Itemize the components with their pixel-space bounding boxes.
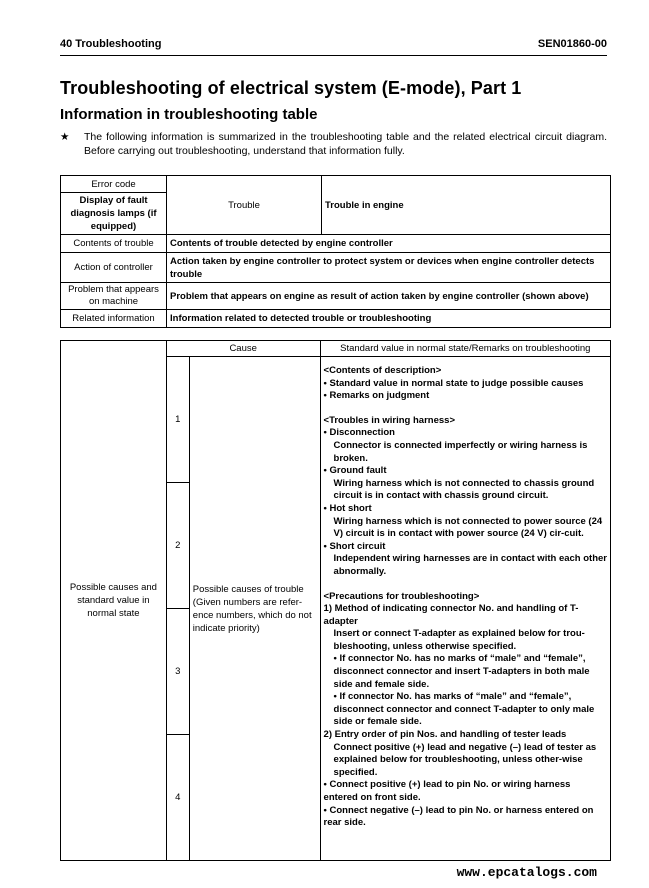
- error-code-label: Error code: [61, 176, 167, 193]
- desc-line: Insert or connect T-adapter as explained below for trou-bleshooting, unless otherwise specified.: [333, 628, 585, 652]
- problem-value: Problem that appears on engine as result of action taken by engine controller (shown above): [167, 283, 611, 310]
- cause-text: Possible causes of trouble (Given numbers are refer-ence numbers, which do not indicate priority): [189, 357, 320, 861]
- action-value: Action taken by engine controller to protect system or devices when engine controller detects trouble: [167, 253, 611, 283]
- desc-line: • Ground fault: [323, 465, 387, 477]
- desc-line: • Short circuit: [323, 540, 386, 552]
- desc-line: • Connect negative (–) lead to pin No. or harness entered on rear side.: [323, 804, 594, 829]
- cause-number: 1: [166, 357, 189, 483]
- desc-line: <Troubles in wiring harness>: [323, 414, 455, 426]
- desc-line: 1) Method of indicating connector No. and handling of T-adapter: [323, 603, 579, 627]
- desc-line: Connect positive (+) lead and negative (–) lead of tester as explained below for troubleshooting, unless other-wise specified.: [333, 741, 597, 778]
- problem-label: Problem that appears on machine: [61, 283, 167, 310]
- trouble-info-table: [60, 175, 611, 328]
- section-label: 40 Troubleshooting: [60, 38, 162, 50]
- desc-line: • Remarks on judgment: [323, 390, 430, 402]
- intro-text: The following information is summarized in the troubleshooting table and the related electrical circuit diagram. Before carrying out troubleshooting, understand that information fully.: [84, 131, 607, 157]
- desc-line: Independent wiring harnesses are in contact with each other abnormally.: [333, 553, 607, 577]
- desc-line: Wiring harness which is not connected to chassis ground circuit is in contact with chassis ground circuit.: [333, 477, 595, 502]
- possible-causes-label: Possible causes and standard value in normal state: [61, 341, 167, 861]
- causes-table: [60, 340, 611, 861]
- desc-line: <Precautions for troubleshooting>: [323, 590, 480, 602]
- related-label: Related information: [61, 310, 167, 328]
- contents-value: Contents of trouble detected by engine controller: [167, 235, 611, 253]
- contents-label: Contents of trouble: [61, 235, 167, 253]
- desc-line: • Hot short: [323, 502, 372, 514]
- star-icon: ★: [60, 131, 70, 143]
- action-label: Action of controller: [61, 253, 167, 283]
- cause-header: Cause: [166, 341, 320, 357]
- desc-line: <Contents of description>: [323, 365, 442, 376]
- website-watermark: www.epcatalogs.com: [456, 865, 597, 880]
- desc-line: Wiring harness which is not connected to power source (24 V) circuit is in contact with power source (24 V) cir-cuit.: [333, 515, 603, 540]
- desc-line: • Disconnection: [323, 427, 395, 439]
- trouble-value: Trouble in engine: [322, 176, 611, 235]
- document-code: SEN01860-00: [537, 38, 607, 50]
- intro-note: [60, 130, 607, 158]
- cause-number: 2: [166, 483, 189, 609]
- cause-number: 3: [166, 609, 189, 735]
- desc-line: • Connect positive (+) lead to pin No. or wiring harness entered on front side.: [323, 779, 571, 803]
- trouble-label: Trouble: [167, 176, 322, 235]
- desc-line: • Standard value in normal state to judge possible causes: [323, 377, 584, 389]
- cause-number: 4: [166, 735, 189, 861]
- section-subtitle: Information in troubleshooting table: [60, 106, 318, 123]
- desc-line: 2) Entry order of pin Nos. and handling of tester leads: [323, 729, 567, 741]
- desc-line: • If connector No. has marks of “male” and “female”, disconnect connector and connect T-adapter to only male side or female side.: [333, 691, 595, 728]
- desc-line: • If connector No. has no marks of “male” and “female”, disconnect connector and insert T-adapters in both male side and female side.: [333, 653, 590, 690]
- page-title: Troubleshooting of electrical system (E-mode), Part 1: [60, 78, 522, 98]
- standard-header: Standard value in normal state/Remarks on troubleshooting: [320, 341, 610, 357]
- header-rule: [60, 55, 607, 56]
- desc-line: Connector is connected imperfectly or wiring harness is broken.: [333, 439, 588, 464]
- standard-remarks: [320, 357, 610, 861]
- display-lamps-label: Display of fault diagnosis lamps (if equipped): [61, 193, 167, 235]
- related-value: Information related to detected trouble or troubleshooting: [167, 310, 611, 328]
